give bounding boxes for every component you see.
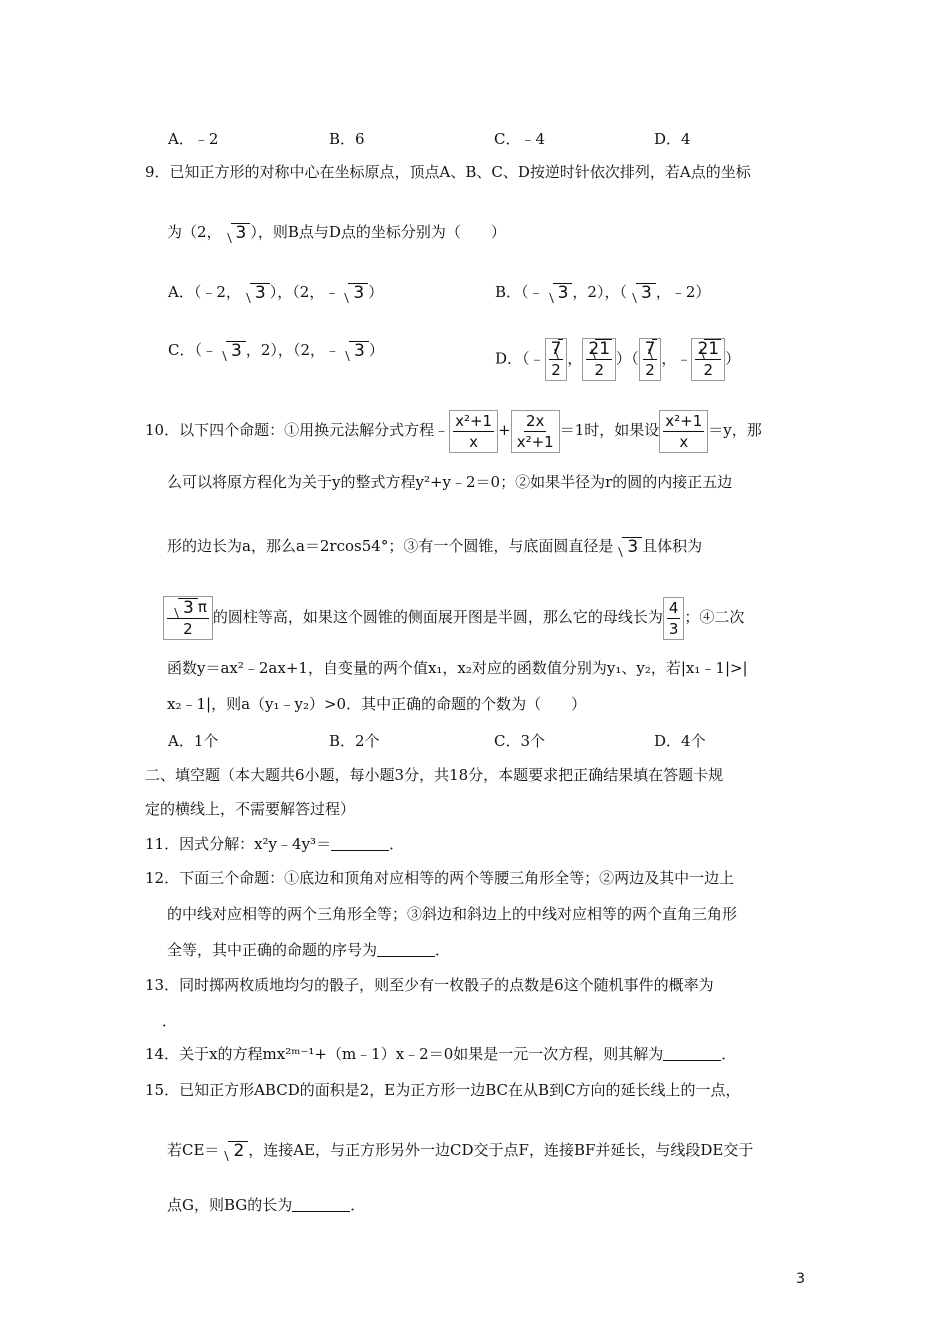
q13-line1: 13．同时掷两枚质地均匀的骰子，则至少有一枚骰子的点数是6这个随机事件的概率为 xyxy=(145,976,714,994)
q9-option-d: D．（﹣ $\frac{7}{2}$ ， $\frac{21}{2}$ ）（ $\frac{7}{2}$ ，﹣ $\frac{21}{2}$ ） xyxy=(495,339,741,379)
q8-option-c: C．﹣4 xyxy=(494,130,546,148)
q12-line3: 全等，其中正确的命题的序号为 ． xyxy=(167,941,451,959)
q12-line1: 12．下面三个命题：①底边和顶角对应相等的两个等腰三角形全等；②两边及其中一边上 xyxy=(145,869,735,887)
q10-line5: 函数y＝ax²﹣2ax+1，自变量的两个值x₁，x₂对应的函数值分别为y₁、y₂，若|x₁﹣1|>| xyxy=(167,659,748,677)
q8-option-a: A．﹣2 xyxy=(168,130,219,148)
q14: 14．关于x的方程mx²ᵐ⁻¹+（m﹣1）x﹣2＝0如果是一元一次方程，则其解为 ． xyxy=(145,1045,737,1063)
q9-option-b: B．（﹣ 3 ，2），（ 3 ，﹣2） xyxy=(495,283,711,303)
section2-line1: 二、填空题（本大题共6小题，每小题3分，共18分，本题要求把正确结果填在答题卡规 xyxy=(145,766,724,784)
q15-line3: 点G，则BG的长为 ． xyxy=(167,1196,366,1214)
q10-option-c: C．3个 xyxy=(494,732,546,750)
section2-line2: 定的横线上，不需要解答过程） xyxy=(145,800,356,818)
q9-line1: 9．已知正方形的对称中心在坐标原点，顶点A、B、C、D按逆时针依次排列，若A点的坐标 xyxy=(145,163,751,181)
q9-option-c: C．（﹣ 3 ，2），（2，﹣ 3 ） xyxy=(168,341,384,361)
q9-line2: 为（2， 3 ），则B点与D点的坐标分别为（ ） xyxy=(167,223,506,243)
q10-option-d: D．4个 xyxy=(654,732,706,750)
q12-line2: 的中线对应相等的两个三角形全等；③斜边和斜边上的中线对应相等的两个直角三角形 xyxy=(167,905,738,923)
q10-line3: 形的边长为a，那么a＝2rcos54°；③有一个圆锥，与底面圆直径是 3 且体积为 xyxy=(167,537,703,557)
q10-line2: 么可以将原方程化为关于y的整式方程y²+y﹣2＝0；②如果半径为r的圆的内接正五边 xyxy=(167,473,733,491)
q15-line2: 若CE＝ 2 ，连接AE，与正方形另外一边CD交于点F，连接BF并延长，与线段DE交于 xyxy=(167,1141,754,1161)
q8-option-b: B．6 xyxy=(329,130,365,148)
q15-line1: 15．已知正方形ABCD的面积是2，E为正方形一边BC在从B到C方向的延长线上的一点， xyxy=(145,1081,741,1099)
q8-option-d: D．4 xyxy=(654,130,691,148)
sqrt-3: 3 xyxy=(222,223,251,243)
q10-line6: x₂﹣1|，则a（y₁﹣y₂）>0．其中正确的命题的个数为（ ） xyxy=(167,695,587,713)
q11: 11．因式分解：x²y﹣4y³＝ ． xyxy=(145,835,405,853)
q10-line4: $\frac{3 \pi}{2}$ 的圆柱等高，如果这个圆锥的侧面展开图是半圆，那么它的母线长为 $\frac{4}{3}$ ；④二次 xyxy=(163,594,744,640)
q10-option-a: A．1个 xyxy=(168,732,219,750)
q13-line2: ． xyxy=(162,1012,178,1030)
q9-option-a: A．（﹣2， 3 ），（2，﹣ 3 ） xyxy=(168,283,384,303)
q10-option-b: B．2个 xyxy=(329,732,380,750)
q10-line1: 10．以下四个命题：①用换元法解分式方程﹣ $\frac{\text{x²+1}}{x}$ + $\frac{2x}{\text{x²+1}}$ ＝1时，如果设 $\frac{\text{x²+1}}{x}$ ＝y，那 xyxy=(145,411,762,451)
page-number: 3 xyxy=(796,1271,805,1287)
